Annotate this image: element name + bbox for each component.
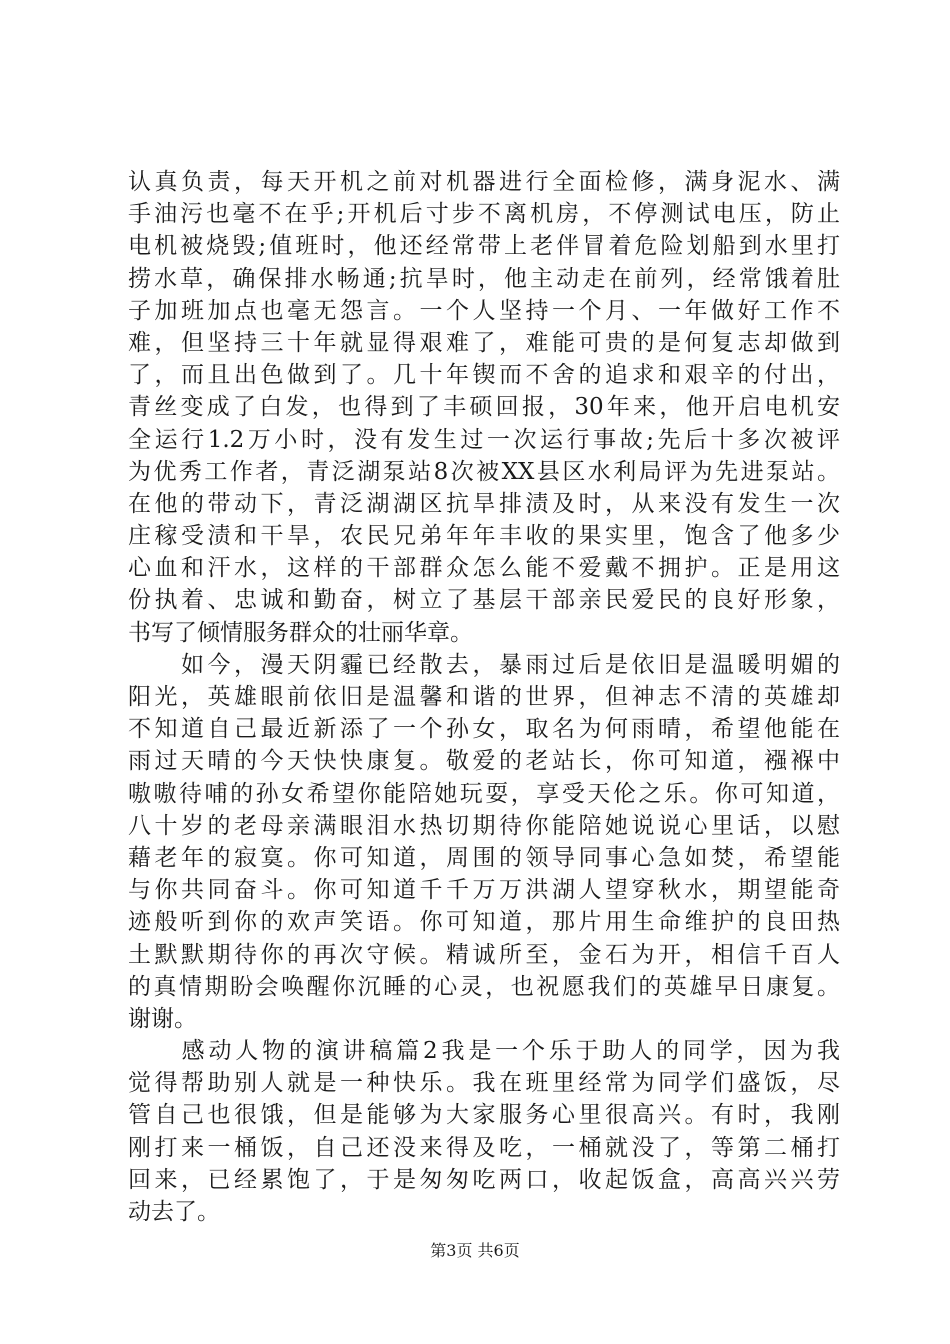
text-line: 与你共同奋斗。你可知道千千万万洪湖人望穿秋水，期望能奇: [128, 877, 840, 904]
text-line: 动去了。: [128, 1199, 220, 1225]
text-line: 捞水草，确保排水畅通;抗旱时，他主动走在前列，经常饿着肚: [128, 265, 840, 292]
text-line: 觉得帮助别人就是一种快乐。我在班里经常为同学们盛饭，尽: [128, 1070, 840, 1097]
text-line: 难，但坚持三十年就显得艰难了，难能可贵的是何复志却做到: [128, 329, 840, 356]
page-footer: 第3页 共6页: [430, 1241, 520, 1260]
text-line: 为优秀工作者，青泛湖泵站8次被XX县区水利局评为先进泵站。: [128, 458, 840, 485]
text-line: 藉老年的寂寞。你可知道，周围的领导同事心急如焚，希望能: [128, 844, 840, 871]
text-line: 在他的带动下，青泛湖湖区抗旱排渍及时，从来没有发生一次: [128, 490, 840, 517]
text-line: 了，而且出色做到了。几十年锲而不舍的追求和艰辛的付出，: [128, 362, 840, 389]
text-line: 心血和汗水，这样的干部群众怎么能不爱戴不拥护。正是用这: [128, 555, 840, 582]
text-line: 阳光，英雄眼前依旧是温馨和谐的世界，但神志不清的英雄却: [128, 684, 840, 710]
text-line: 庄稼受渍和干旱，农民兄弟年年丰收的果实里，饱含了他多少: [128, 523, 840, 550]
text-line: 认真负责，每天开机之前对机器进行全面检修，满身泥水、满: [128, 169, 840, 195]
text-line: 份执着、忠诚和勤奋，树立了基层干部亲民爱民的良好形象，: [128, 587, 840, 614]
body-text: [128, 166, 840, 1228]
text-line: 迹般听到你的欢声笑语。你可知道，那片用生命维护的良田热: [128, 909, 840, 936]
text-line: 八十岁的老母亲满眼泪水热切期待你能陪她说说心里话，以慰: [128, 812, 840, 839]
text-line: 青丝变成了白发，也得到了丰硕回报，30年来，他开启电机安: [128, 394, 840, 421]
text-line: 不知道自己最近新添了一个孙女，取名为何雨晴，希望他能在: [128, 716, 840, 743]
text-line: 管自己也很饿，但是能够为大家服务心里很高兴。有时，我刚: [128, 1102, 840, 1129]
text-line: 书写了倾情服务群众的壮丽华章。: [128, 619, 473, 646]
text-line: 回来，已经累饱了，于是匆匆吃两口，收起饭盒，高高兴兴劳: [128, 1166, 840, 1193]
text-line: 感动人物的演讲稿篇2我是一个乐于助人的同学，因为我: [128, 1038, 840, 1065]
text-line: 电机被烧毁;值班时，他还经常带上老伴冒着危险划船到水里打: [128, 233, 840, 260]
text-line: 子加班加点也毫无怨言。一个人坚持一个月、一年做好工作不: [128, 297, 840, 324]
text-line: 刚打来一桶饭，自己还没来得及吃，一桶就没了，等第二桶打: [128, 1134, 840, 1161]
text-line: 全运行1.2万小时，没有发生过一次运行事故;先后十多次被评: [128, 426, 840, 453]
text-line: 如今，漫天阴霾已经散去，暴雨过后是依旧是温暖明媚的: [128, 651, 840, 678]
text-line: 雨过天晴的今天快快康复。敬爱的老站长，你可知道，襁褓中: [128, 748, 840, 775]
text-line: 手油污也毫不在乎;开机后寸步不离机房，不停测试电压，防止: [128, 201, 840, 228]
text-line: 土默默期待你的再次守候。精诚所至，金石为开，相信千百人: [128, 941, 840, 968]
text-line: 谢谢。: [128, 1005, 197, 1032]
text-line: 嗷嗷待哺的孙女希望你能陪她玩耍，享受天伦之乐。你可知道，: [128, 780, 840, 807]
text-line: 的真情期盼会唤醒你沉睡的心灵，也祝愿我们的英雄早日康复。: [128, 973, 840, 1000]
